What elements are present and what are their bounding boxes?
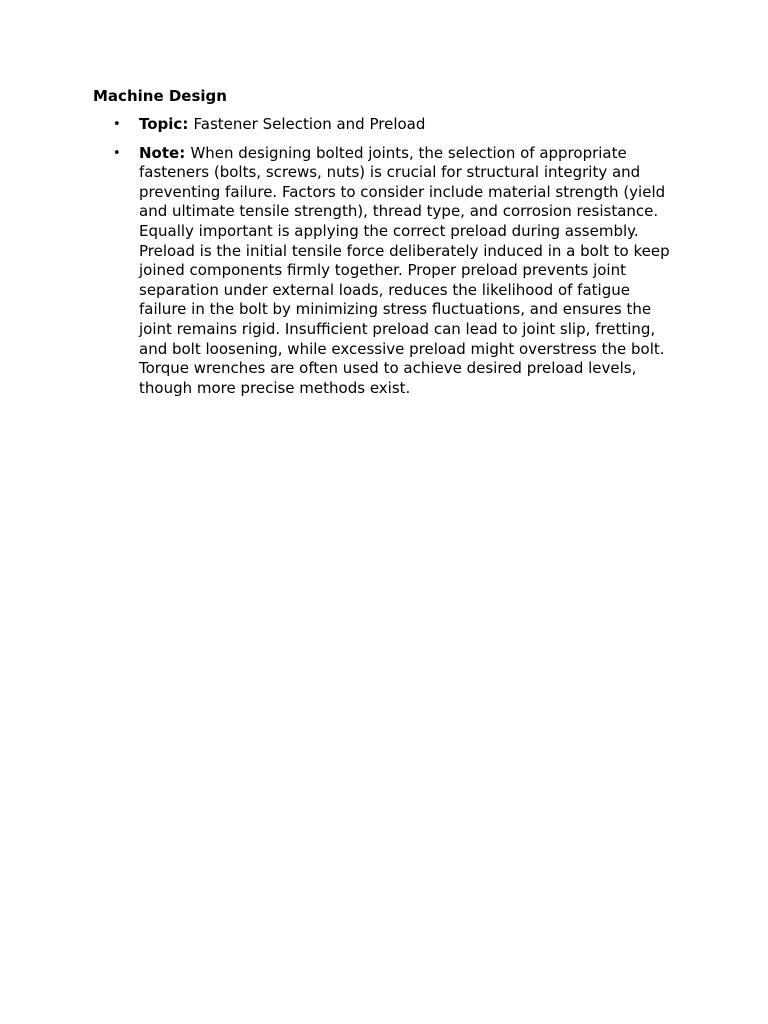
item-text: When designing bolted joints, the selection of appropriate fasteners (bolts, screws, nuts) is crucial for structural integrity and preventing failure. Factors to consider include material strength (yield and ultimate tensile strength), thread type, and corrosion resistance. Equally important is applying the correct preload during assembly. Preload is the initial tensile force deliberately induced in a bolt to keep joined components firmly together. Proper preload prevents joint separation under external loads, reduces the likelihood of fatigue failure in the bolt by minimizing stress fluctuations, and ensures the joint remains rigid. Insufficient preload can lead to joint slip, fretting, and bolt loosening, while excessive preload might overstress the bolt. Torque wrenches are often used to achieve desired preload levels, though more precise methods exist. [139,143,670,397]
item-text: Fastener Selection and Preload [193,115,426,133]
item-label: Note: [139,143,191,162]
document-page [93,86,673,407]
document-heading: Machine Design [93,87,227,105]
item-label: Topic: [139,115,194,133]
list-item-topic [93,115,673,135]
list-item-note [93,144,673,399]
bullet-list [93,115,673,398]
bullet-icon: • [113,145,121,161]
bullet-icon: • [113,117,121,132]
